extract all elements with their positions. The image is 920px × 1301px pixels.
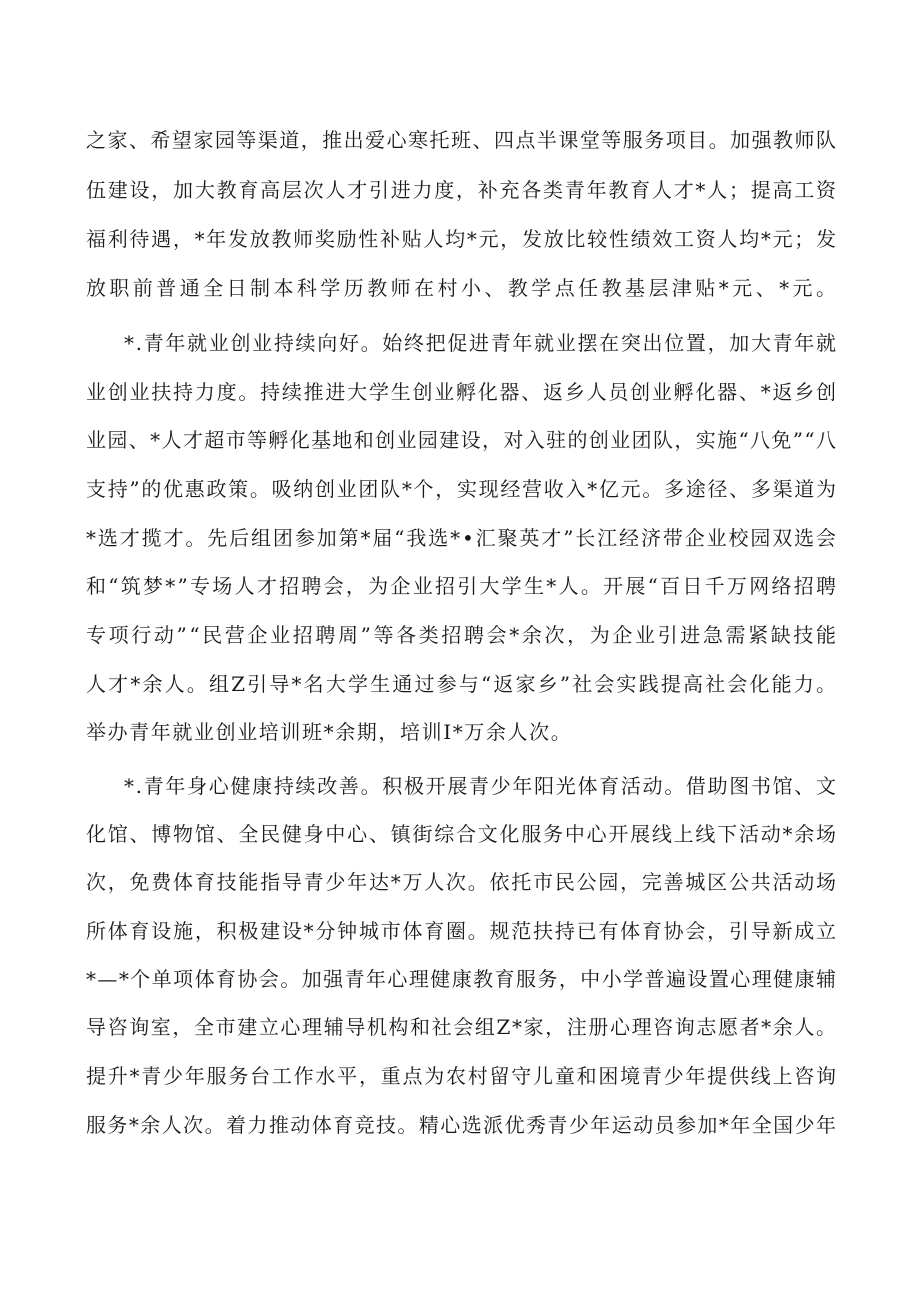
text-line: 业园、*人才超市等孵化基地和创业园建设，对入驻的创业团队，实施“八免”“八 bbox=[86, 428, 838, 452]
text-line: *.青年就业创业持续向好。始终把促进青年就业摆在突出位置，加大青年就 bbox=[124, 331, 838, 355]
text-line: 服务*余人次。着力推动体育竞技。精心选派优秀青少年运动员参加*年全国少年 bbox=[86, 1113, 838, 1137]
text-line: 伍建设，加大教育高层次人才引进力度，补充各类青年教育人才*人；提高工资 bbox=[86, 178, 838, 202]
text-line: 举办青年就业创业培训班*余期，培训I*万余人次。 bbox=[86, 720, 573, 744]
text-line: *—*个单项体育协会。加强青年心理健康教育服务，中小学普遍设置心理健康辅 bbox=[86, 967, 838, 991]
text-line: 和“筑梦*”专场人才招聘会，为企业招引大学生*人。开展“百日千万网络招聘 bbox=[86, 574, 839, 598]
text-line: 导咨询室，全市建立心理辅导机构和社会组Z*家，注册心理咨询志愿者*余人。 bbox=[86, 1015, 838, 1039]
text-line: 人才*余人。组Z引导*名大学生通过参与“返家乡”社会实践提高社会化能力。 bbox=[86, 672, 839, 696]
text-line: 专项行动”“民营企业招聘周”等各类招聘会*余次，为企业引进急需紧缺技能 bbox=[86, 623, 839, 647]
text-line: 业创业扶持力度。持续推进大学生创业孵化器、返乡人员创业孵化器、*返乡创 bbox=[86, 380, 838, 404]
text-line: 次，免费体育技能指导青少年达*万人次。依托市民公园，完善城区公共活动场 bbox=[86, 870, 838, 894]
text-line: 之家、希望家园等渠道，推出爱心寒托班、四点半课堂等服务项目。加强教师队 bbox=[86, 128, 838, 152]
text-line: 化馆、博物馆、全民健身中心、镇街综合文化服务中心开展线上线下活动*余场 bbox=[86, 822, 838, 846]
text-line: 放职前普通全日制本科学历教师在村小、教学点任教基层津贴*元、*元。 bbox=[86, 276, 840, 300]
text-line: 所体育设施，积极建设*分钟城市体育圈。规范扶持已有体育协会，引导新成立 bbox=[86, 919, 838, 943]
text-line: 福利待遇，*年发放教师奖励性补贴人均*元，发放比较性绩效工资人均*元；发 bbox=[86, 227, 838, 251]
text-line: *选才揽才。先后组团参加第*届“我选*•汇聚英才”长江经济带企业校园双选会 bbox=[86, 526, 838, 550]
text-line: *.青年身心健康持续改善。积极开展青少年阳光体育活动。借助图书馆、文 bbox=[124, 774, 838, 798]
text-line: 支持”的优惠政策。吸纳创业团队*个，实现经营收入*亿元。多途径、多渠道为 bbox=[86, 477, 838, 501]
text-line: 提升*青少年服务台工作水平，重点为农村留守儿童和困境青少年提供线上咨询 bbox=[86, 1064, 838, 1088]
